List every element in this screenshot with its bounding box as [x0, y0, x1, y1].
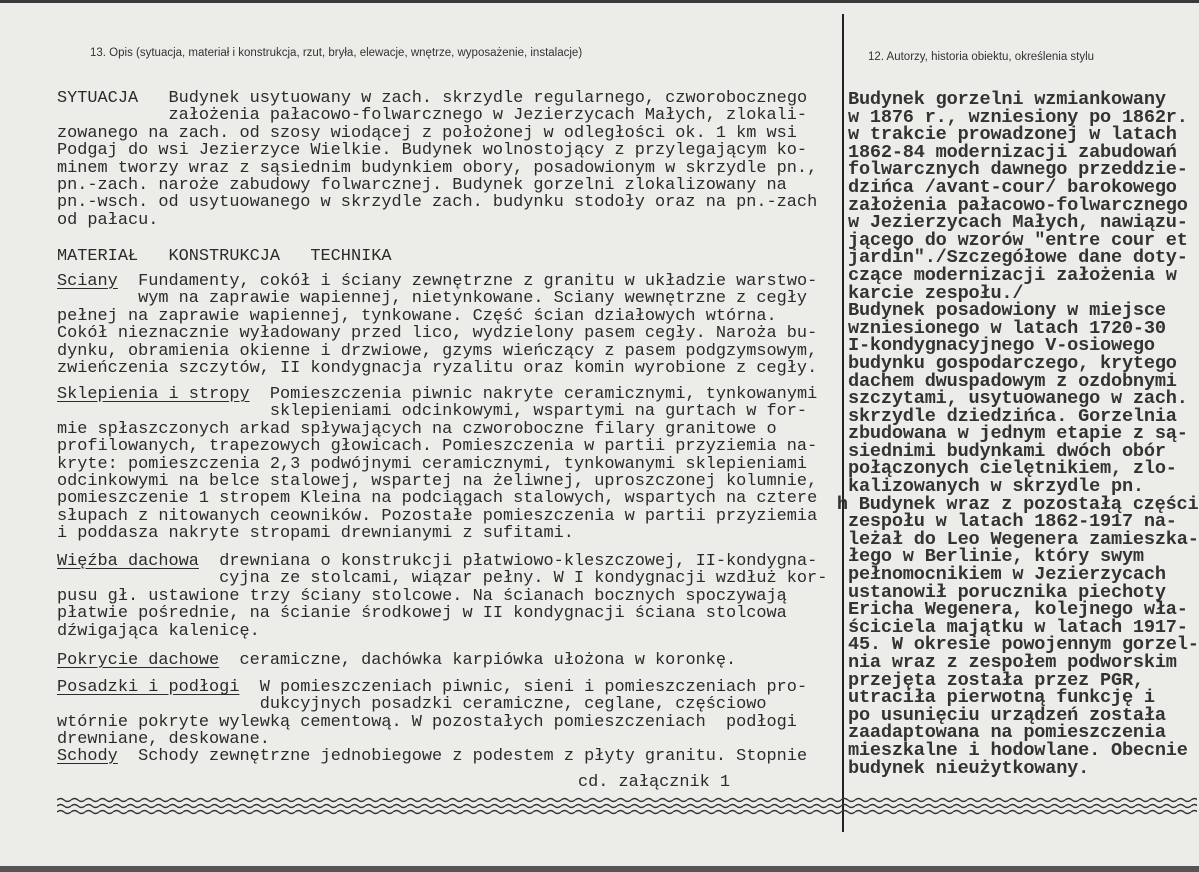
subheading: Sciany: [57, 272, 118, 291]
spacer: [118, 747, 138, 766]
text-line: [57, 679, 807, 696]
history-line: szczytami, usytuowanego w zach.: [848, 388, 1188, 410]
spacer: [199, 552, 219, 571]
history-column: [836, 89, 1199, 779]
text-line: założenia pałacowo-folwarcznego w Jezierzycach Małych, zlokali-: [168, 106, 808, 126]
text-line: pusu gł. ustawione trzy ściany stolcowe. Na ścianach bocznych spoczywają: [57, 586, 787, 606]
history-line: zbudowana w jednym etapie z są-: [848, 423, 1188, 445]
section-situation: [57, 90, 817, 229]
text-line: zwieńczenia szczytów, II kondygnacja ryzalitu oraz komin wyrobione z cegły.: [57, 358, 818, 378]
line-text: drewniana o konstrukcji płatwiowo-kleszczowej, II-kondygna-: [219, 552, 818, 571]
text-line: [57, 748, 807, 765]
history-line: dzińca /avant-cour/ barokowego: [848, 176, 1177, 198]
history-line: Budynek gorzelni wzmiankowany: [848, 89, 1166, 110]
text-line: dukcyjnych posadzki ceramiczne, ceglane, częściowo: [259, 695, 767, 715]
subheading: Sklepienia i stropy: [57, 385, 250, 404]
history-line: nia wraz z zespołem podworskim: [848, 652, 1177, 673]
text-line: od pałacu.: [57, 210, 159, 230]
history-line: wzniesionego w latach 1720-30: [848, 317, 1166, 339]
line-text: Fundamenty, cokół i ściany zewnętrzne z granitu w układzie warstwo-: [138, 272, 818, 291]
material-construction-heading: MATERIAŁ KONSTRUKCJA TECHNIKA: [57, 247, 392, 266]
line-text: Schody zewnętrzne jednobiegowe z podestem z płyty granitu. Stopnie: [138, 747, 808, 766]
text-line: [57, 652, 736, 669]
subheading: Schody: [57, 747, 118, 766]
history-line: Budynek posadowiony w miejsce: [848, 300, 1166, 322]
text-line: dźwigająca kalenicę.: [57, 621, 260, 641]
text-line: pn.-wsch. od usytuowanego w skrzydle zach. budynku stodoły oraz na pn.-zach: [57, 193, 818, 213]
history-line: przejęta została przez PGR,: [848, 669, 1144, 691]
history-line: I-kondygnacyjnego V-osiowego: [848, 335, 1155, 357]
history-line: w trakcie prowadzonej w latach: [848, 124, 1177, 146]
mirrored-header-bleed: [57, 796, 1197, 816]
section-12-header: 12. Autorzy, historia obiektu, określenia stylu: [868, 51, 1095, 63]
history-line: budynku gospodarczego, krytego: [848, 352, 1177, 374]
column-divider: [842, 14, 844, 832]
history-line: siednimi budynkami dwóch obór: [848, 440, 1166, 462]
history-line: leżał do Leo Wegenera zamieszka-: [848, 528, 1199, 550]
text-line: [57, 553, 827, 570]
section-stairs: [57, 748, 807, 765]
line-text: Pomieszczenia piwnic nakryte ceramicznymi, tynkowanymi: [269, 385, 818, 404]
history-line: w Jezierzycach Małych, nawiązu-: [848, 212, 1188, 234]
text-line: drewniane, deskowane.: [57, 730, 270, 750]
history-line: ustanowił porucznika piechoty: [848, 581, 1166, 603]
line-text: Budynek usytuowany w zach. skrzydle regularnego, czworobocznego: [168, 89, 808, 108]
continuation-note: cd. załącznik 1: [578, 773, 731, 792]
text-line: zowanego na zach. od szosy wiodącej z położonej w odległości ok. 1 km wsi: [57, 123, 797, 143]
history-line: założenia pałacowo-folwarcznego: [848, 194, 1188, 216]
history-line: h Budynek wraz z pozostałą części: [836, 493, 1199, 515]
text-line: [57, 386, 817, 403]
section-walls: [57, 273, 817, 377]
spacer: [219, 651, 239, 670]
line-text: W pomieszczeniach piwnic, sieni i pomieszczeniach pro-: [259, 678, 808, 697]
history-line: 1862-84 modernizacji zabudowań: [848, 141, 1177, 163]
history-line: czące modernizacji założenia w: [848, 264, 1177, 286]
text-line: wym na zaprawie wapiennej, nietynkowane. Sciany wewnętrzne z cegły: [138, 289, 808, 309]
history-line: budynek nieużytkowany.: [848, 757, 1090, 779]
subheading: Więźba dachowa: [57, 552, 199, 571]
history-line: skrzydle dziedzińca. Gorzelnia: [848, 405, 1177, 427]
spacer: [118, 272, 138, 291]
text-line: Cokół nieznacznie wyładowany przed lico, wydzielony pasem cegły. Naroża bu-: [57, 324, 818, 344]
text-line: kryte: pomieszczenia 2,3 podwójnymi ceramicznymi, tynkowanymi sklepieniami: [57, 454, 808, 474]
text-line: pomieszczenie 1 stropem Kleina na podciągach stalowych, wspartych na cztere: [57, 489, 818, 509]
section-roof-truss: [57, 553, 827, 640]
spacer: [138, 89, 168, 108]
history-line: ściciela majątku w latach 1917-: [848, 616, 1188, 638]
text-line: [57, 273, 817, 290]
subheading: SYTUACJA: [57, 89, 139, 108]
section-vaults: [57, 386, 817, 543]
history-line: Ericha Wegenera, kolejnego wła-: [848, 599, 1188, 621]
history-line: łego w Berlinie, który swym: [848, 546, 1144, 568]
history-line: 45. W okresie powojennym gorzel-: [848, 634, 1199, 656]
text-line: wtórnie pokryte wylewką cementową. W pozostałych pomieszczeniach podłogi: [57, 712, 797, 732]
history-line: pełnomocnikiem w Jezierzycach: [848, 564, 1166, 586]
text-line: mie spłaszczonych arkad spływających na czworoboczne filary granitowe o: [57, 419, 777, 439]
scan-edge-bottom: [0, 866, 1199, 872]
history-line: po usunięciu urządzeń została: [848, 704, 1166, 726]
line-text: ceramiczne, dachówka karpiówka ułożona w koronkę.: [239, 651, 737, 670]
history-line: kalizowanych w skrzydle pn.: [848, 476, 1144, 498]
text-line: płatwie pośrednie, na ścianie środkowej w II kondygnacji ściana stolcowa: [57, 604, 787, 624]
history-line: utraciła pierwotną funkcję i: [848, 687, 1155, 709]
text-line: Podgaj do wsi Jezierzyce Wielkie. Budynek wolnostojący z przylegającym ko-: [57, 141, 808, 161]
subheading: Posadzki i podłogi: [57, 678, 240, 697]
history-line: zespołu w latach 1862-1917 na-: [848, 511, 1177, 533]
text-line: i poddasza nakryte stropami drewnianymi z sufitami.: [57, 524, 574, 544]
history-line: dachem dwuspadowym z ozdobnymi: [848, 370, 1177, 392]
subheading: Pokrycie dachowe: [57, 651, 220, 670]
text-line: sklepieniami odcinkowymi, wspartymi na gurtach w for-: [269, 402, 808, 422]
text-line: pn.-zach. naroże zabudowy folwarcznej. Budynek gorzelni zlokalizowany na: [57, 175, 787, 195]
scan-edge-top: [0, 0, 1199, 3]
section-13-header: 13. Opis (sytuacja, materiał i konstrukcja, rzut, bryła, elewacje, wnętrze, wyposażenie, instalacje): [90, 47, 583, 59]
history-line: folwarcznych dawnego przeddzie-: [848, 159, 1188, 181]
text-line: profilowanych, trapezowych głowicach. Pomieszczenia w partii przyziemia na-: [57, 437, 818, 457]
text-line: minem tworzy wraz z sąsiednim budynkiem obory, posadowionym w skrzydle pn.,: [57, 158, 818, 178]
text-line: odcinkowymi na belce stalowej, wspartej na żeliwnej, uproszczonej kolumnie,: [57, 471, 818, 491]
section-roofing: [57, 652, 736, 669]
text-line: pełnej na zaprawie wapiennej, tynkowane. Część ścian działowych wtórna.: [57, 306, 777, 326]
history-line: jącego do wzorów "entre cour et: [848, 229, 1188, 251]
history-line: jardin"./Szczegółowe dane doty-: [848, 247, 1188, 269]
spacer: [250, 385, 270, 404]
history-line: karcie zespołu./: [848, 282, 1024, 304]
text-line: [57, 90, 817, 107]
history-line: mieszkalne i hodowlane. Obecnie: [848, 739, 1188, 761]
history-line: połączonych cielętnikiem, zlo-: [848, 458, 1177, 480]
section-floors: [57, 679, 807, 749]
history-line: zaadaptowana na pomieszczenia: [848, 722, 1166, 744]
history-line: w 1876 r., wzniesiony po 1862r.: [848, 106, 1188, 128]
text-line: cyjna ze stolcami, wiązar pełny. W I kondygnacji wzdłuż kor-: [219, 569, 828, 589]
spacer: [239, 678, 259, 697]
text-line: dynku, obramienia okienne i drzwiowe, gzyms wieńczący z pasem podgzymsowym,: [57, 341, 818, 361]
text-line: słupach z nitowanych ceowników. Pozostałe pomieszczenia w partii przyziemia: [57, 506, 818, 526]
